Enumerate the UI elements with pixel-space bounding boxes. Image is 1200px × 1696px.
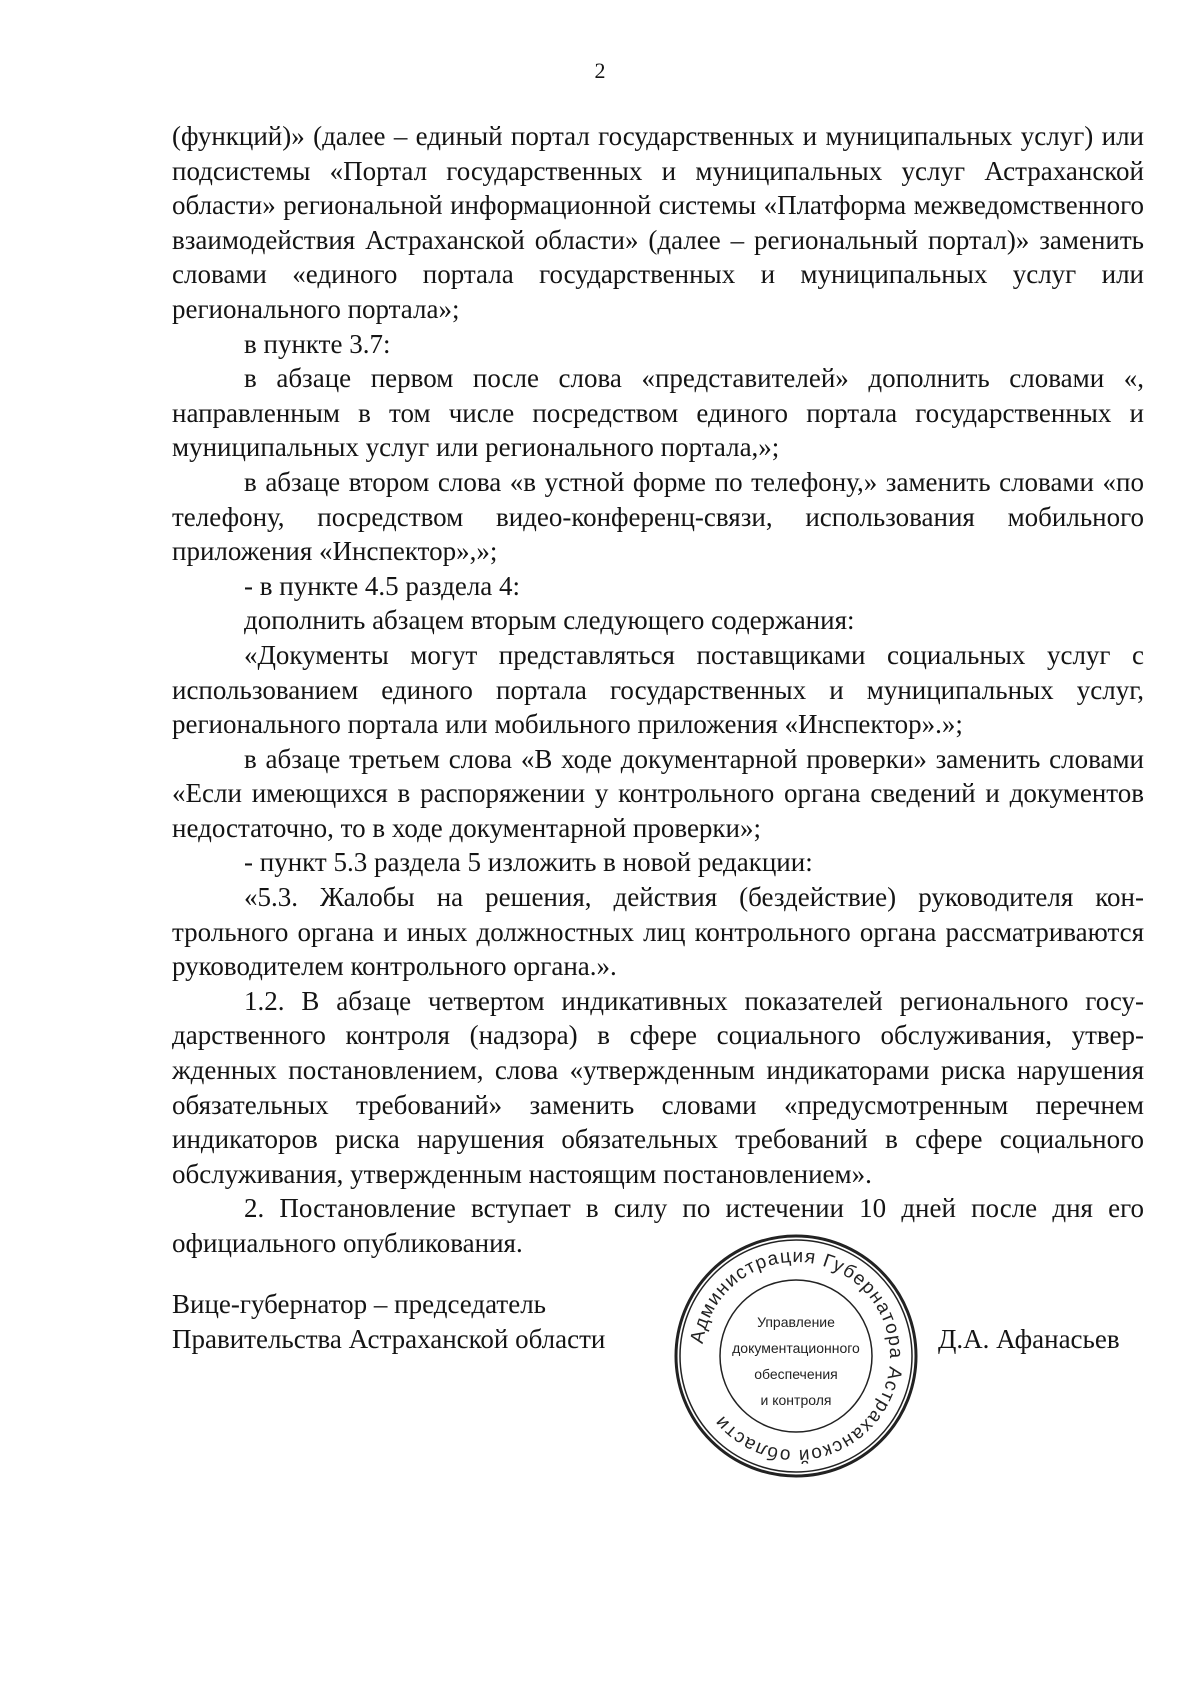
signatory-position-line: Правительства Астраханской области <box>172 1323 606 1354</box>
paragraph: в абзаце третьем слова «В ходе документарной проверки» заменить словами «Если имеющихся в распоряжении у контрольного органа сведений и документов недостаточно, то в ходе документарной проверки»; <box>172 743 1144 843</box>
stamp-center-text: и контроля <box>760 1392 832 1408</box>
signatory-position-line: Вице-губернатор – председатель <box>172 1289 546 1319</box>
paragraph: дополнить абзацем вторым следующего содержания: <box>244 605 855 636</box>
paragraph: в абзаце первом после слова «представителей» дополнить словами «, направленным в том числе посредством единого портала государственных и муниципальных услуг или регионального портала,»; <box>172 363 1144 463</box>
stamp-center-text: обеспечения <box>754 1366 838 1382</box>
paragraph: «Документы могут представляться поставщиками социальных услуг с использованием единого портала государственных и муниципальных услуг, регионального портала или мобильного приложения «Инспектор».»; <box>172 639 1144 740</box>
stamp-center-text: документационного <box>732 1340 860 1356</box>
stamp-ring-text: Администрация Губернатора Астраханской области <box>686 1245 907 1467</box>
paragraph: (функций)» (далее – единый портал государственных и муниципальных услуг) или подсистемы «Портал государственных и муниципальных услуг Астраханской области» региональной информационной системы «Платформа межведомственного взаимодействия Астраханской области» (далее – региональный портал)» заменить словами «единого портала государственных и муниципальных услуг или регионального портала»; <box>172 121 1144 324</box>
official-stamp <box>672 1232 920 1480</box>
stamp-center-text: Управление <box>757 1314 835 1330</box>
paragraph: в пункте 3.7: <box>244 328 391 359</box>
paragraph: - пункт 5.3 раздела 5 изложить в новой редакции: <box>244 847 813 878</box>
stamp-outer-ring <box>676 1236 916 1476</box>
paragraph: 2. Постановление вступает в силу по истечении 10 дней после дня его официального опубликования. <box>172 1193 1144 1258</box>
stamp-outer-ring <box>680 1240 912 1472</box>
paragraph: в абзаце втором слова «в устной форме по телефону,» заменить словами «по телефону, посредством видео-конференц-связи, использования мобильного приложения «Инспектор»,»; <box>172 466 1144 567</box>
signatory-name: Д.А. Афанасьев <box>938 1324 1120 1354</box>
paragraph: «5.3. Жалобы на решения, действия (бездействие) руководителя контрольного органа и иных должностных лиц контрольного органа рассматриваются руководителем контрольного органа.». <box>172 882 1144 982</box>
paragraph: 1.2. В абзаце четвертом индикативных показателей регионального государственного контроля (надзора) в сфере социального обслуживания, утвержденных постановлением, слова «утвержденным индикаторами риска нарушения обязательных требований» заменить словами «предусмотренным перечнем индикаторов риска нарушения обязательных требований в сфере социального обслуживания, утвержденным настоящим постановлением». <box>172 985 1144 1189</box>
signatory-position <box>172 1287 605 1356</box>
paragraph: - в пункте 4.5 раздела 4: <box>244 570 521 601</box>
stamp-inner-ring <box>720 1280 872 1432</box>
document-body <box>172 119 1144 1261</box>
page-number: 2 <box>594 58 606 83</box>
